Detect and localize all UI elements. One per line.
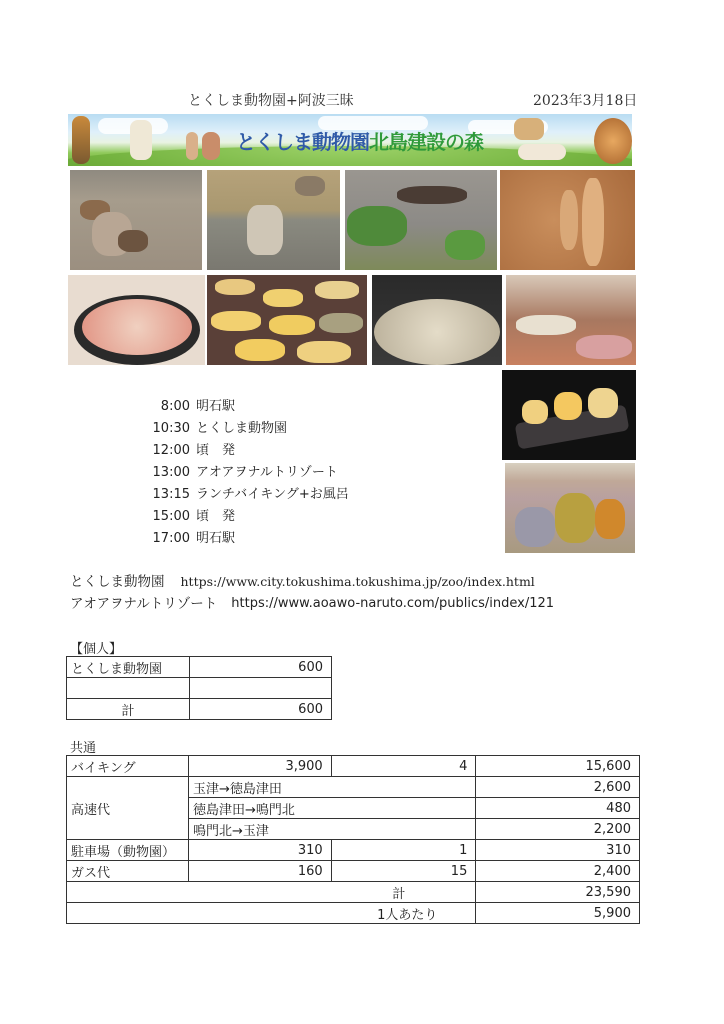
per-person-label-cell: 1人あたり (67, 903, 476, 924)
reference-links (70, 571, 554, 615)
quantity-cell: 15 (331, 861, 476, 882)
table-row (67, 678, 332, 699)
schedule-item: 8:00 明石駅 (160, 399, 236, 414)
tiger-figure (72, 116, 90, 164)
table-row (67, 861, 640, 882)
table-row (67, 756, 640, 777)
total-cell: 2,200 (476, 819, 640, 840)
link-resort: アオアヲナルトリゾート https://www.aoawo-naruto.com/publics/index/121 (70, 593, 554, 615)
table-row (67, 903, 640, 924)
schedule-item: 15:00 頃 発 (152, 509, 236, 524)
antelope-figure (186, 132, 198, 160)
capybara-photo (70, 170, 202, 270)
item-cell: 高速代 (67, 777, 189, 840)
quantity-cell: 1 (331, 840, 476, 861)
schedule-list (130, 396, 349, 550)
item-cell: とくしま動物園 (67, 657, 190, 678)
meerkat-photo (500, 170, 635, 270)
schedule-item: 13:15 ランチバイキング+お風呂 (152, 487, 349, 502)
schedule-item: 10:30 とくしま動物園 (152, 421, 288, 436)
banner-title: とくしま動物園北島建設の森 (236, 130, 483, 154)
item-cell: 駐車場（動物園） (67, 840, 189, 861)
per-person-total-cell: 5,900 (476, 903, 640, 924)
route-cell: 鳴門北→玉津 (188, 819, 475, 840)
lion-figure (594, 118, 632, 164)
item-cell: ガス代 (67, 861, 189, 882)
table-row (67, 699, 332, 720)
schedule-item: 13:00 アオアヲナルトリゾート (152, 465, 338, 480)
table-row (67, 840, 640, 861)
common-cost-table (66, 755, 640, 924)
link-zoo: とくしま動物園 https://www.city.tokushima.tokushima.jp/zoo/index.html (70, 571, 554, 593)
table-row (67, 657, 332, 678)
total-cell: 2,400 (476, 861, 640, 882)
unit-price-cell: 3,900 (188, 756, 331, 777)
amount-cell (190, 678, 332, 699)
table-row (67, 777, 640, 798)
unit-price-cell: 160 (188, 861, 331, 882)
sum-total-cell: 23,590 (476, 882, 640, 903)
polar-bear-figure (130, 120, 152, 160)
total-cell: 15,600 (476, 756, 640, 777)
buffet-dishes-photo (207, 275, 367, 365)
tempura-photo (502, 370, 636, 460)
wolf-photo (207, 170, 340, 270)
clay-pot-rice-photo (372, 275, 502, 365)
schedule-item: 17:00 明石駅 (152, 531, 236, 546)
otter-photo (345, 170, 497, 270)
resort-url-link[interactable]: https://www.aoawo-naruto.com/publics/index/121 (231, 596, 555, 611)
zoo-banner-image (68, 114, 632, 166)
total-cell: 310 (476, 840, 640, 861)
document-date: 2023年3月18日 (533, 93, 638, 109)
buffet-interior-photo (505, 463, 635, 553)
item-cell (67, 678, 190, 699)
total-label-cell: 計 (67, 699, 190, 720)
sum-label-cell: 計 (67, 882, 476, 903)
amount-cell: 600 (190, 657, 332, 678)
route-cell: 徳島津田→鳴門北 (188, 798, 475, 819)
route-cell: 玉津→徳島津田 (188, 777, 475, 798)
cheetah-figure (514, 118, 544, 140)
seafood-bowl-photo (68, 275, 205, 365)
quantity-cell: 4 (331, 756, 476, 777)
total-amount-cell: 600 (190, 699, 332, 720)
common-section-label: 共通 (70, 741, 97, 756)
table-row (67, 882, 640, 903)
document-title: とくしま動物園+阿波三昧 (188, 93, 354, 109)
schedule-item: 12:00 頃 発 (152, 443, 236, 458)
buffet-counter-photo (506, 275, 636, 365)
item-cell: バイキング (67, 756, 189, 777)
personal-cost-table (66, 656, 332, 720)
total-cell: 2,600 (476, 777, 640, 798)
unit-price-cell: 310 (188, 840, 331, 861)
zoo-url-link[interactable]: https://www.city.tokushima.tokushima.jp/zoo/index.html (180, 574, 535, 589)
antelope-figure (202, 132, 220, 160)
lion-cub-figure (518, 144, 566, 160)
total-cell: 480 (476, 798, 640, 819)
personal-section-label: 【個人】 (70, 642, 123, 657)
